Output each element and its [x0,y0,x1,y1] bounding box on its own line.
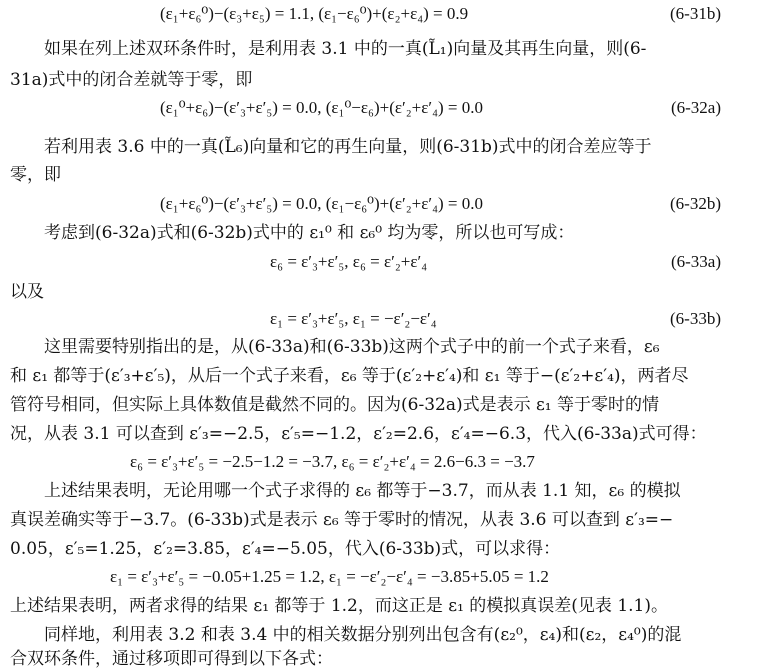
paragraph-line: 31a)式中的闭合差就等于零，即 [10,70,253,90]
equation-number: (6-32b) [670,194,721,213]
paragraph-line: 同样地，利用表 3.2 和表 3.4 中的相关数据分别列出包含有(ε₂⁰，ε₄)和(ε₂，ε₄⁰)的混 [44,625,682,645]
paragraph-line: 以及 [10,282,44,302]
equation-calc-1: ε₆ = ε′₃+ε′₅ = −2.5−1.2 = −3.7, ε₆ = ε′₂+ε′₄ = 2.6−6.3 = −3.7 [130,452,535,471]
equation-6-31b: (ε₁+ε₆⁰)−(ε₃+ε₅) = 1.1, (ε₁−ε₆⁰)+(ε₂+ε₄) = 0.9 [160,4,469,23]
paragraph-line: 真误差确实等于−3.7。(6-33b)式是表示 ε₆ 等于零时的情况，从表 3.6 可以查到 ε′₃=− [10,510,674,530]
paragraph-line: 合双环条件，通过移项即可得到以下各式： [10,649,333,669]
paragraph-line: 管符号相同，但实际上具体数值是截然不同的。因为(6-32a)式是表示 ε₁ 等于零时的情 [10,395,660,415]
equation-number: (6-33a) [670,252,721,271]
equation-6-32b: (ε₁+ε₆⁰)−(ε′₃+ε′₅) = 0.0, (ε₁−ε₆⁰)+(ε′₂+ε′₄) = 0.0 [160,194,484,213]
paragraph-line: 上述结果表明，两者求得的结果 ε₁ 都等于 1.2，而这正是 ε₁ 的模拟真误差(见表 1.1)。 [10,596,669,616]
equation-6-33a: ε₆ = ε′₃+ε′₅, ε₆ = ε′₂+ε′₄ [270,252,428,271]
equation-calc-2: ε₁ = ε′₃+ε′₅ = −0.05+1.25 = 1.2, ε₁ = −ε′₂−ε′₄ = −3.85+5.05 = 1.2 [110,567,549,586]
paragraph-line: 这里需要特别指出的是，从(6-33a)和(6-33b)这两个式子中的前一个式子来看，ε₆ [44,337,660,357]
paragraph-line: 况，从表 3.1 可以查到 ε′₃=−2.5，ε′₅=−1.2，ε′₂=2.6，ε′₄=−6.3，代入(6-33a)式可得： [10,424,707,444]
equation-6-32a: (ε₁⁰+ε₆)−(ε′₃+ε′₅) = 0.0, (ε₁⁰−ε₆)+(ε′₂+ε′₄) = 0.0 [160,98,484,117]
paragraph-line: 如果在列上述双环条件时，是利用表 3.1 中的一真(L̃₁)向量及其再生向量，则(6- [44,39,647,59]
equation-6-33b: ε₁ = ε′₃+ε′₅, ε₁ = −ε′₂−ε′₄ [270,309,437,328]
paragraph-line: 零，即 [10,165,61,185]
paragraph-line: 若利用表 3.6 中的一真(L̃₆)向量和它的再生向量，则(6-31b)式中的闭合差应等于 [44,137,652,157]
equation-number: (6-33b) [670,309,721,328]
equation-number: (6-31b) [670,4,721,23]
paragraph-line: 上述结果表明，无论用哪一个式子求得的 ε₆ 都等于−3.7，而从表 1.1 知，ε₆ 的模拟 [44,481,681,501]
equation-number: (6-32a) [670,98,721,117]
paragraph-line: 考虑到(6-32a)式和(6-32b)式中的 ε₁⁰ 和 ε₆⁰ 均为零，所以也可写成： [44,223,575,243]
paragraph-line: 和 ε₁ 都等于(ε′₃+ε′₅)，从后一个式子来看，ε₆ 等于(ε′₂+ε′₄)和 ε₁ 等于−(ε′₂+ε′₄)，两者尽 [10,366,689,386]
paragraph-line: 0.05，ε′₅=1.25，ε′₂=3.85，ε′₄=−5.05，代入(6-33b)式，可以求得： [10,539,561,559]
